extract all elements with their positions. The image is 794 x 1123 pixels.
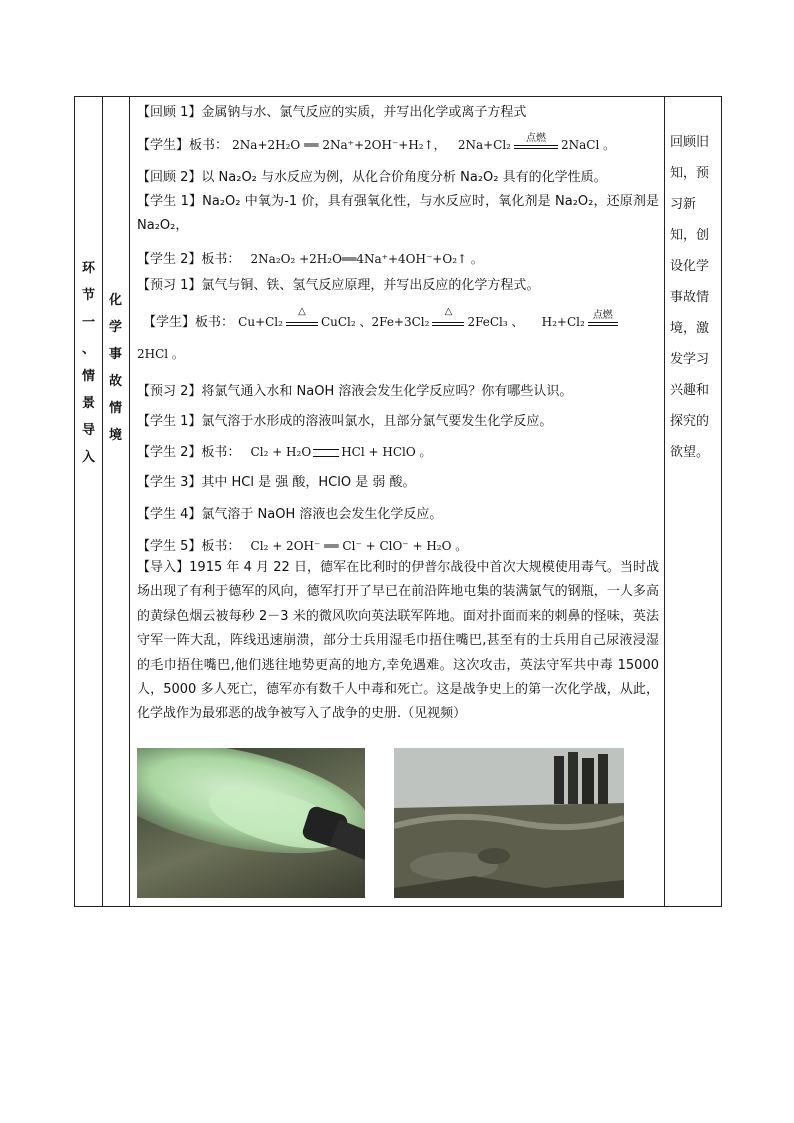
student-board-1: 【学生】板书： 2Na+2H₂O ══ 2Na⁺+2OH⁻+H₂↑， 2Na+Cl₂ 点燃 2NaCl 。 <box>137 132 616 153</box>
battlefield-image <box>394 748 624 898</box>
gas-spray-illustration <box>137 748 365 898</box>
student-2-board-chlorine: 【学生 2】板书： Cl₂ + H₂O HCl + HClO 。 <box>137 445 432 460</box>
student-1-answer: 【学生 1】Na₂O₂ 中氧为-1 价，具有强氧化性，与水反应时，氧化剂是 Na₂O₂，还原剂是 Na₂O₂， <box>137 194 659 234</box>
reversible-sign <box>313 449 339 457</box>
student-5-board: 【学生 5】板书： Cl₂ + 2OH⁻ ══ Cl⁻ + ClO⁻ + H₂O 。 <box>137 539 468 554</box>
condition-mark: 点燃 <box>588 316 618 330</box>
divider <box>129 97 130 906</box>
preview-2: 【预习 2】将氯气通入水和 NaOH 溶液会发生化学反应吗？你有哪些认识。 <box>137 384 573 399</box>
review-2: 【回顾 2】以 Na₂O₂ 与水反应为例，从化合价角度分析 Na₂O₂ 具有的化学性质。 <box>137 170 607 185</box>
condition-mark: △ <box>286 316 318 330</box>
scenario-label: 化 学 事 故 情 境 <box>108 293 122 443</box>
review-1: 【回顾 1】金属钠与水、氯气反应的实质，并写出化学或离子方程式 <box>137 105 527 120</box>
equation-continued: 2HCl 。 <box>137 347 184 361</box>
scenario-column <box>102 97 129 906</box>
student-2-board: 【学生 2】板书： 2Na₂O₂ +2H₂O══4Na⁺+4OH⁻+O₂↑ 。 <box>137 252 483 267</box>
student-3-acids: 【学生 3】其中 HCl 是 强 酸，HClO 是 弱 酸。 <box>137 475 416 490</box>
design-intent-note: 回顾旧知，预习新知，创设化学事故情境，激发学习兴趣和探究的欲望。 <box>670 135 710 460</box>
battlefield-illustration <box>394 748 624 898</box>
student-4-naoh: 【学生 4】氯气溶于 NaOH 溶液也会发生化学反应。 <box>137 507 443 522</box>
intent-column <box>664 97 723 906</box>
student-board-2: 【学生】板书： Cu+Cl₂ △ CuCl₂ 、2Fe+3Cl₂ △ 2FeCl₃ 、 H₂+Cl₂ 点燃 <box>137 311 621 330</box>
section-label: 环 节 一 、 情 景 导 入 <box>81 261 95 465</box>
section-column <box>75 97 102 906</box>
condition-mark: △ <box>432 316 464 330</box>
chlorine-gas-nozzle-image <box>137 748 365 898</box>
preview-1: 【预习 1】氯气与铜、铁、氢气反应原理，并写出反应的化学方程式。 <box>137 278 540 293</box>
condition-mark: 点燃 <box>514 139 558 153</box>
student-1-chlorine-water: 【学生 1】氯气溶于水形成的溶液叫氯水，且部分氯气要发生化学反应。 <box>137 414 553 429</box>
intro-paragraph: 【导入】1915 年 4 月 22 日，德军在比利时的伊普尔战役中首次大规模使用毒气。当时战场出现了有利于德军的风向，德军打开了早已在前沿阵地屯集的装满氯气的钢瓶，一人多高的黄绿色烟云被每秒 2－3 米的微风吹向英法联军阵地。面对扑面而来的刺鼻的怪味，英法守军一阵大乱，阵线迅速崩溃，部分士兵用湿毛巾捂住嘴巴,甚至有的士兵用自己尿液浸湿的毛巾捂住嘴巴,他们逃往地势更高的地方,幸免遇难。这次攻击，英法守军共中毒 15000 人，5000 多人死亡，德军亦有数千人中毒和死亡。这是战争史上的第一次化学战，从此，化学战作为最邪恶的战争被写入了战争的史册.（见视频） <box>137 560 659 722</box>
